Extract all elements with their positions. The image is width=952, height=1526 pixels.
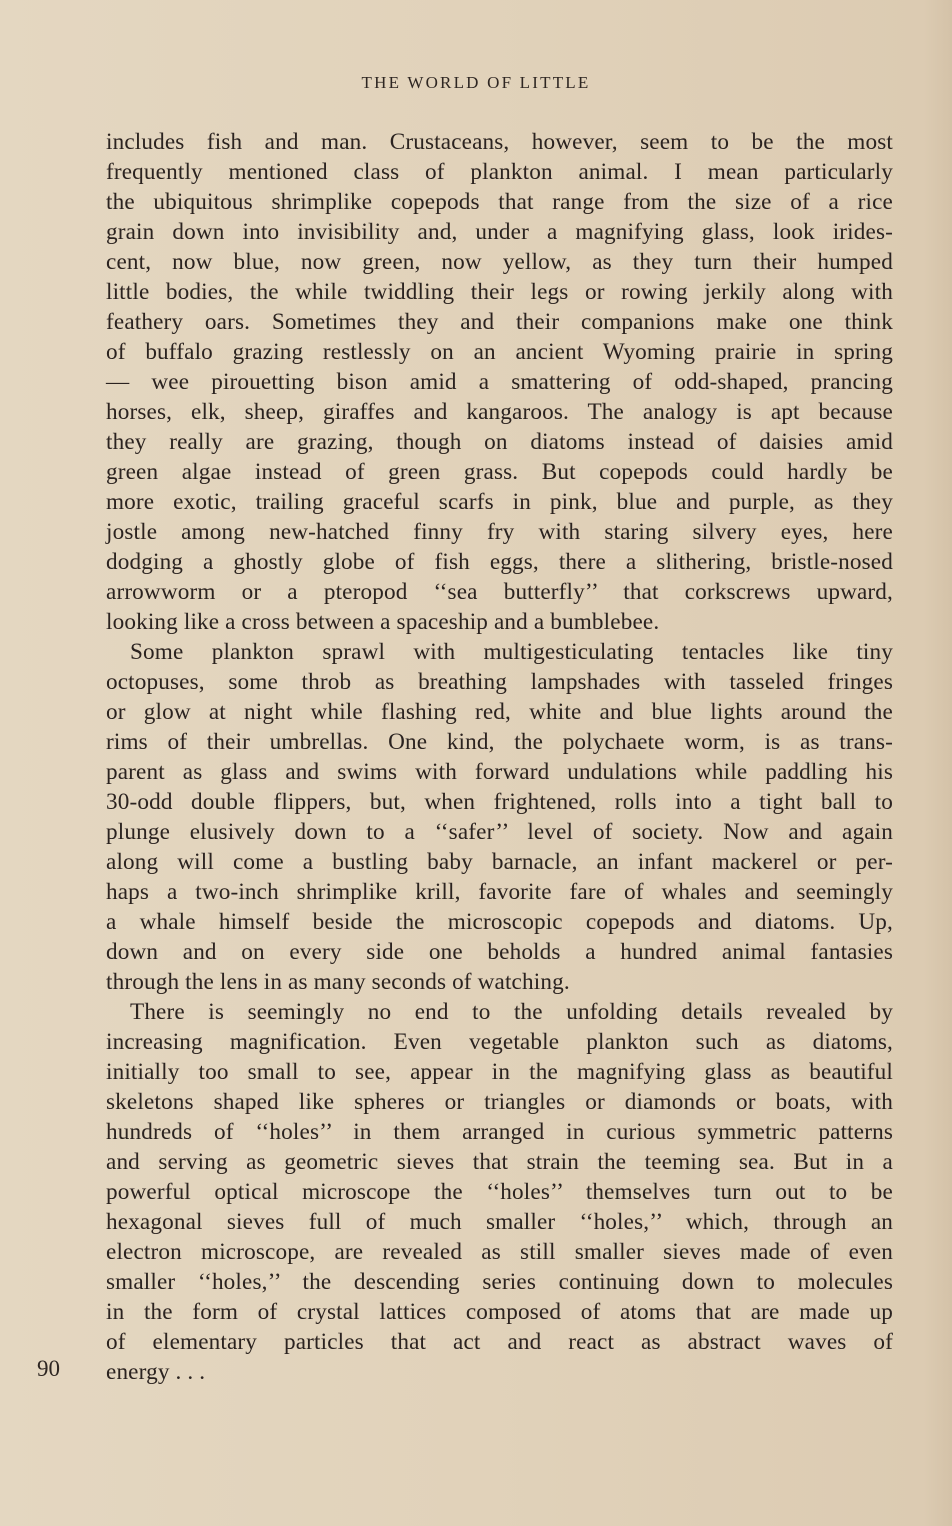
text-line: haps a two-inch shrimplike krill, favorite fare of whales and seemingly (106, 879, 893, 905)
text-line: little bodies, the while twiddling their legs or rowing jerkily along with (106, 279, 893, 305)
text-line: hundreds of ‘‘holes’’ in them arranged in curious symmetric patterns (106, 1119, 893, 1145)
text-line: grain down into invisibility and, under a magnifying glass, look irides- (106, 219, 893, 245)
running-head: THE WORLD OF LITTLE (361, 73, 591, 92)
text-line: more exotic, trailing graceful scarfs in pink, blue and purple, as they (106, 489, 893, 515)
text-line: initially too small to see, appear in the magnifying glass as beautiful (106, 1059, 893, 1085)
paragraph-2 (106, 637, 893, 997)
text-line: 30-odd double flippers, but, when frightened, rolls into a tight ball to (106, 789, 893, 815)
text-line: cent, now blue, now green, now yellow, as they turn their humped (106, 249, 893, 275)
text-line: they really are grazing, though on diatoms instead of daisies amid (106, 429, 893, 455)
text-line: looking like a cross between a spaceship and a bumblebee. (106, 609, 660, 635)
text-line: arrowworm or a pteropod ‘‘sea butterfly’’ that corkscrews upward, (106, 579, 893, 605)
page-number: 90 (37, 1356, 60, 1381)
text-line: of elementary particles that act and react as abstract waves of (106, 1329, 893, 1355)
text-line: — wee pirouetting bison amid a smattering of odd-shaped, prancing (106, 369, 893, 395)
text-line: a whale himself beside the microscopic copepods and diatoms. Up, (106, 909, 893, 935)
text-line: octopuses, some throb as breathing lampshades with tasseled fringes (106, 669, 893, 695)
text-line: green algae instead of green grass. But copepods could hardly be (106, 459, 893, 485)
text-line: or glow at night while flashing red, white and blue lights around the (106, 699, 893, 725)
text-line: plunge elusively down to a ‘‘safer’’ level of society. Now and again (106, 819, 893, 845)
text-line: hexagonal sieves full of much smaller ‘‘holes,’’ which, through an (106, 1209, 893, 1235)
text-line: feathery oars. Sometimes they and their companions make one think (106, 309, 893, 335)
body-text (106, 127, 893, 1387)
paragraph-3 (106, 997, 893, 1387)
text-line: and serving as geometric sieves that strain the teeming sea. But in a (106, 1149, 893, 1175)
text-line: the ubiquitous shrimplike copepods that range from the size of a rice (106, 189, 893, 215)
text-line: rims of their umbrellas. One kind, the polychaete worm, is as trans- (106, 729, 893, 755)
text-line: jostle among new-hatched finny fry with staring silvery eyes, here (106, 519, 893, 545)
text-line: increasing magnification. Even vegetable plankton such as diatoms, (106, 1029, 893, 1055)
text-line: parent as glass and swims with forward undulations while paddling his (106, 759, 893, 785)
text-line: energy . . . (106, 1359, 206, 1385)
text-line: includes fish and man. Crustaceans, however, seem to be the most (106, 129, 893, 155)
text-line: in the form of crystal lattices composed of atoms that are made up (106, 1299, 893, 1325)
text-line: electron microscope, are revealed as still smaller sieves made of even (106, 1239, 893, 1265)
text-line: along will come a bustling baby barnacle, an infant mackerel or per- (106, 849, 893, 875)
text-line: skeletons shaped like spheres or triangles or diamonds or boats, with (106, 1089, 893, 1115)
text-line: There is seemingly no end to the unfolding details revealed by (130, 999, 893, 1025)
paragraph-1 (106, 127, 893, 637)
text-line: through the lens in as many seconds of watching. (106, 969, 570, 995)
text-line: horses, elk, sheep, giraffes and kangaroos. The analogy is apt because (106, 399, 893, 425)
text-line: smaller ‘‘holes,’’ the descending series continuing down to molecules (106, 1269, 893, 1295)
text-line: down and on every side one beholds a hundred animal fantasies (106, 939, 893, 965)
text-line: Some plankton sprawl with multigesticulating tentacles like tiny (130, 639, 893, 665)
text-line: of buffalo grazing restlessly on an ancient Wyoming prairie in spring (106, 339, 893, 365)
text-line: dodging a ghostly globe of fish eggs, there a slithering, bristle-nosed (106, 549, 893, 575)
text-line: frequently mentioned class of plankton animal. I mean particularly (106, 159, 893, 185)
text-line: powerful optical microscope the ‘‘holes’’ themselves turn out to be (106, 1179, 893, 1205)
